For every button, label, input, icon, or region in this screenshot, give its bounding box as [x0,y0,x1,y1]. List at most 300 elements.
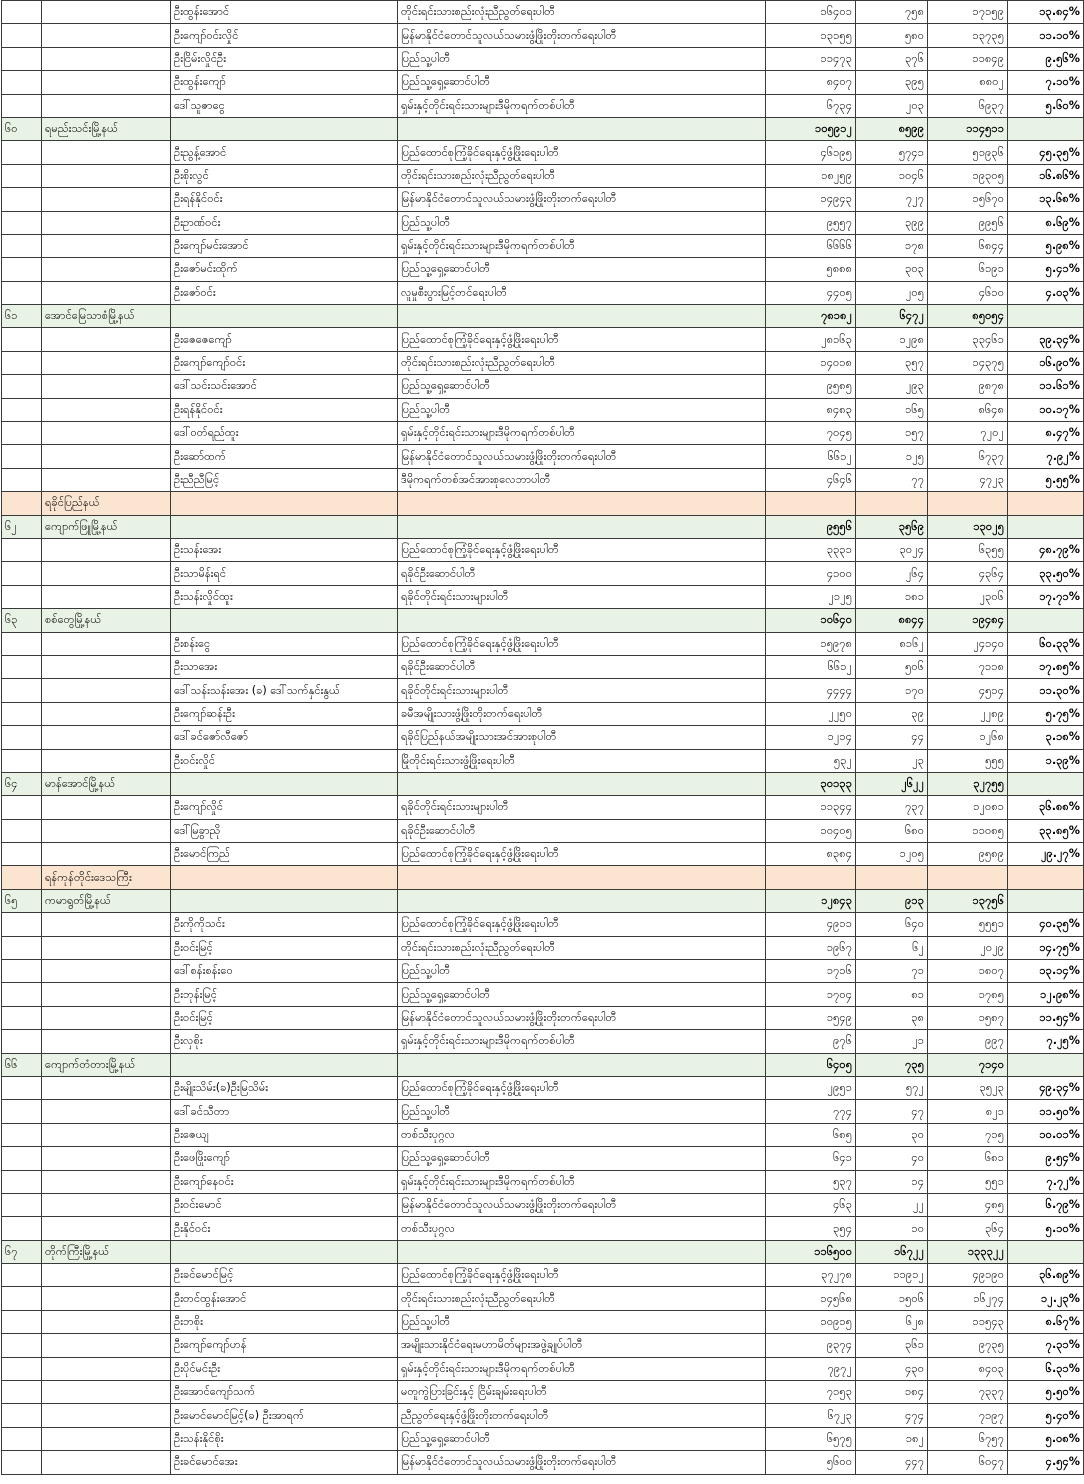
candidate-name-cell: ဦးဇေယျ [171,1123,398,1146]
total-votes-cell: ၁၃၇၅၆ [928,889,1008,912]
advance-votes-cell: ၃၅၇ [856,351,928,374]
total-votes-cell: ၁၆၂၇၄ [928,1287,1008,1310]
constituency-name-cell [42,375,171,398]
percentage-cell: ၁၃.၆၈% [1008,188,1084,211]
percentage-cell: ၈.၆၇% [1008,1310,1084,1333]
percentage-cell: ၆.၇၉% [1008,1193,1084,1216]
constituency-name-cell [42,538,171,561]
candidate-name-cell: ဦးဇေဇေကျော် [171,328,398,351]
percentage-cell: ၃၃.၈၅% [1008,819,1084,842]
party-name-cell: ပြည်ထောင်စုကြံ့ခိုင်ရေးနှင့်ဖွံ့ဖြိုးရေးပါတီ [398,913,766,936]
percentage-cell: ၁၆.၈၆% [1008,164,1084,187]
candidate-row [2,164,1084,187]
constituency-number-cell [2,1170,42,1193]
total-votes-cell: ၁၅၆၇၀ [928,188,1008,211]
percentage-cell: ၁၁.၅၄% [1008,1006,1084,1029]
constituency-name-cell [42,960,171,983]
candidate-row [2,1076,1084,1099]
votes-cell: ၇၁၅၃ [766,1381,856,1404]
party-name-cell: တိုင်းရင်းသားစည်းလုံးညီညွတ်ရေးပါတီ [398,936,766,959]
constituency-name-cell [42,445,171,468]
advance-votes-cell: ၇၃၇ [856,796,928,819]
candidate-row [2,726,1084,749]
constituency-name-cell [42,281,171,304]
candidate-name-cell [171,492,398,515]
advance-votes-cell: ၃၀၂၄ [856,538,928,561]
votes-cell: ၄၆၁၉၅ [766,141,856,164]
total-votes-cell: ၄၈၅ [928,1193,1008,1216]
total-votes-cell: ၆၉၃၇ [928,94,1008,117]
candidate-row [2,258,1084,281]
advance-votes-cell: ၁၂၅ [856,445,928,468]
votes-cell: ၆၇၃၄ [766,94,856,117]
party-name-cell: ပြည်ထောင်စုကြံ့ခိုင်ရေးနှင့်ဖွံ့ဖြိုးရေးပါတီ [398,1076,766,1099]
party-name-cell [398,1240,766,1263]
party-name-cell: ပြည်သူ့ပါတီ [398,47,766,70]
total-votes-cell: ၈၅၀၅၄ [928,305,1008,328]
advance-votes-cell: ၃၉၅ [856,71,928,94]
party-name-cell [398,117,766,140]
percentage-cell: ၁၄.၇၅% [1008,936,1084,959]
advance-votes-cell: ၈၁ [856,983,928,1006]
candidate-row [2,936,1084,959]
advance-votes-cell: ၂၀၅ [856,281,928,304]
percentage-cell: ၇.၁၀% [1008,71,1084,94]
party-name-cell: ပြည်သူ့ပါတီ [398,960,766,983]
candidate-name-cell: ဦးကိုကိုသင်း [171,913,398,936]
constituency-number-cell [2,866,42,889]
candidate-name-cell [171,1053,398,1076]
party-name-cell [398,305,766,328]
advance-votes-cell: ၈၈၄၄ [856,609,928,632]
advance-votes-cell: ၃၀၃ [856,258,928,281]
candidate-name-cell: ဦးငြိမ်းလှိုင်ဦး [171,47,398,70]
party-name-cell: ရခိုင်ပြည်နယ်အမျိုးသားအင်အားစုပါတီ [398,726,766,749]
advance-votes-cell: ၃၉၉ [856,211,928,234]
constituency-name-cell [42,24,171,47]
constituency-name-cell [42,585,171,608]
votes-cell: ၃၅၄ [766,1217,856,1240]
candidate-row [2,960,1084,983]
advance-votes-cell: ၁၂၀၅ [856,843,928,866]
percentage-cell: ၁.၃၉% [1008,749,1084,772]
candidate-row [2,749,1084,772]
percentage-cell: ၆.၃၁% [1008,1357,1084,1380]
constituency-number-cell [2,1427,42,1450]
party-name-cell: ညီညွတ်ရေးနှင့်ဖွံ့ဖြိုးတိုးတက်ရေးပါတီ [398,1404,766,1427]
region-row [2,866,1084,889]
advance-votes-cell: ၁၇၀ [856,679,928,702]
percentage-cell [1008,889,1084,912]
advance-votes-cell: ၇၇ [856,468,928,491]
votes-cell: ၁၈၂၅၉ [766,164,856,187]
votes-cell: ၁၄၅၆၈ [766,1287,856,1310]
party-name-cell: တိုင်းရင်းသားစည်းလုံးညီညွတ်ရေးပါတီ [398,164,766,187]
advance-votes-cell: ၆၈၀ [856,819,928,842]
votes-cell: ၆၇၂၃ [766,1404,856,1427]
candidate-name-cell: ဦးဇော်မင်းထိုက် [171,258,398,281]
votes-cell: ၁၁၃၄၄ [766,796,856,819]
candidate-name-cell: ဦးကျော်ကျော်ဟန် [171,1334,398,1357]
votes-cell: ၂၂၅၀ [766,702,856,725]
votes-cell: ၉၅၈၅ [766,375,856,398]
candidate-name-cell: ဦးခင်မောင်မြင့် [171,1264,398,1287]
election-results-table [1,0,1084,1475]
total-votes-cell: ၁၇၈၅ [928,983,1008,1006]
candidate-name-cell: ဦးဇော်ဝင်း [171,281,398,304]
advance-votes-cell: ၁၀၄၆ [856,164,928,187]
constituency-name-cell [42,328,171,351]
constituency-number-cell [2,1264,42,1287]
total-votes-cell: ၅၅၁ [928,1170,1008,1193]
candidate-name-cell: ဦးသာမိန်းရင် [171,562,398,585]
percentage-cell: ၅.၆၀% [1008,94,1084,117]
percentage-cell: ၁၃.၈၄% [1008,1,1084,24]
advance-votes-cell: ၄၇ [856,1100,928,1123]
candidate-row [2,422,1084,445]
candidate-name-cell: ဦးစိုးလွင် [171,164,398,187]
percentage-cell: ၈.၄၇% [1008,422,1084,445]
votes-cell: ၁၃၁၅၅ [766,24,856,47]
percentage-cell: ၈.၆၉% [1008,211,1084,234]
constituency-name-cell [42,422,171,445]
party-name-cell [398,515,766,538]
votes-cell: ၂၁၂၅ [766,585,856,608]
constituency-number-cell [2,351,42,374]
total-votes-cell: ၉၅၈၉ [928,843,1008,866]
constituency-name-cell [42,258,171,281]
votes-cell: ၁၇၁၆ [766,960,856,983]
advance-votes-cell: ၃၇၆ [856,47,928,70]
percentage-cell: ၅.၄၀% [1008,1404,1084,1427]
party-name-cell: ရှမ်းနှင့်တိုင်းရင်းသားများဒီမိုကရက်တစ်ပါတီ [398,1030,766,1053]
candidate-row [2,913,1084,936]
candidate-name-cell: ဒေါ်ခင်ဇော်လီဇော် [171,726,398,749]
advance-votes-cell: ၇၁ [856,960,928,983]
votes-cell: ၈၄၈၃ [766,398,856,421]
advance-votes-cell: ၃၉ [856,702,928,725]
votes-cell: ၁၉၆၇ [766,936,856,959]
total-votes-cell: ၁၃၀၂၅ [928,515,1008,538]
candidate-row [2,983,1084,1006]
constituency-name-cell [42,1170,171,1193]
party-name-cell: ပြည်သူ့ပါတီ [398,398,766,421]
total-votes-cell: ၇၁၁၈ [928,655,1008,678]
votes-cell: ၉၅၅၆ [766,515,856,538]
total-votes-cell: ၁၁၅၄၃ [928,1310,1008,1333]
constituency-number-cell [2,47,42,70]
constituency-name-cell [42,1310,171,1333]
votes-cell: ၁၁၄၇၃ [766,47,856,70]
total-votes-cell: ၇၁၉၇ [928,1404,1008,1427]
constituency-number-cell [2,913,42,936]
percentage-cell: ၁၀.၀၁% [1008,1123,1084,1146]
candidate-name-cell: ဦးဝင်းမြင့် [171,1006,398,1029]
candidate-name-cell: ဦးကျော်ဆန်းဦး [171,702,398,725]
candidate-row [2,585,1084,608]
constituency-row [2,889,1084,912]
votes-cell: ၆၆၁၂ [766,655,856,678]
constituency-number-cell [2,1357,42,1380]
votes-cell: ၁၆၄၀၁ [766,1,856,24]
candidate-name-cell: ဒေါ်ခင်သီတာ [171,1100,398,1123]
constituency-number-cell [2,24,42,47]
percentage-cell: ၅.၅၀% [1008,1381,1084,1404]
total-votes-cell: ၁၁၈၄၉ [928,47,1008,70]
advance-votes-cell: ၆၄၇၂ [856,305,928,328]
percentage-cell: ၇.၃၁% [1008,1334,1084,1357]
candidate-row [2,351,1084,374]
advance-votes-cell: ၆၂၈ [856,1310,928,1333]
votes-cell [766,866,856,889]
total-votes-cell: ၂၀၂၉ [928,936,1008,959]
advance-votes-cell: ၁၆၅ [856,398,928,421]
candidate-name-cell [171,866,398,889]
candidate-name-cell: ဦးဖေဖြိုးကျော် [171,1147,398,1170]
party-name-cell: တစ်သီးပုဂ္ဂလ [398,1123,766,1146]
candidate-row [2,1264,1084,1287]
party-name-cell: ရှမ်းနှင့်တိုင်းရင်းသားများဒီမိုကရက်တစ်ပါတီ [398,234,766,257]
votes-cell: ၅၃၂ [766,749,856,772]
votes-cell: ၈၃၈၄ [766,843,856,866]
party-name-cell: ပြည်သူ့ရှေ့ဆောင်ပါတီ [398,375,766,398]
percentage-cell: ၁၂.၉၈% [1008,983,1084,1006]
party-name-cell [398,866,766,889]
constituency-number-cell [2,983,42,1006]
percentage-cell [1008,772,1084,795]
percentage-cell: ၇.၂၅% [1008,1030,1084,1053]
total-votes-cell: ၁၁၄၅၁၁ [928,117,1008,140]
advance-votes-cell: ၁၅၀၆ [856,1287,928,1310]
constituency-number-cell: ၆၇ [2,1240,42,1263]
advance-votes-cell: ၁၈၄ [856,1381,928,1404]
votes-cell: ၃၇၂၇၈ [766,1264,856,1287]
total-votes-cell [928,866,1008,889]
votes-cell: ၆၅၇၅ [766,1427,856,1450]
party-name-cell: မတူကွဲပြားခြင်းနှင့် ငြိမ်းချမ်းရေးပါတီ [398,1381,766,1404]
constituency-number-cell [2,422,42,445]
constituency-name-cell: ကျောက်တံတားမြို့နယ် [42,1053,171,1076]
constituency-name-cell [42,1076,171,1099]
constituency-name-cell [42,936,171,959]
constituency-row [2,305,1084,328]
constituency-number-cell [2,960,42,983]
advance-votes-cell: ၃၆၁ [856,1334,928,1357]
total-votes-cell: ၇၁၅ [928,1123,1008,1146]
votes-cell: ၄၆၄၆ [766,468,856,491]
constituency-number-cell [2,258,42,281]
candidate-row [2,24,1084,47]
constituency-number-cell [2,585,42,608]
advance-votes-cell: ၈၅၉၉ [856,117,928,140]
constituency-number-cell [2,1334,42,1357]
candidate-name-cell: ဦးအောင်ကျော်သက် [171,1381,398,1404]
constituency-name-cell [42,1287,171,1310]
constituency-number-cell: ၆၆ [2,1053,42,1076]
advance-votes-cell [856,866,928,889]
advance-votes-cell: ၇၃၅ [856,1053,928,1076]
advance-votes-cell: ၃၈ [856,1006,928,1029]
votes-cell: ၄၉၁၁ [766,913,856,936]
total-votes-cell: ၁၂၀၈၁ [928,796,1008,819]
votes-cell: ၁၁၆၅၀၀ [766,1240,856,1263]
candidate-name-cell: ဦးကျော်လှိုင် [171,796,398,819]
votes-cell: ၁၅၄၉ [766,1006,856,1029]
total-votes-cell: ၇၁၄၀ [928,1053,1008,1076]
votes-cell: ၈၄၀၇ [766,71,856,94]
advance-votes-cell: ၂၆၂၂ [856,772,928,795]
candidate-row [2,679,1084,702]
party-name-cell [398,1053,766,1076]
constituency-number-cell [2,1287,42,1310]
constituency-number-cell [2,1310,42,1333]
advance-votes-cell: ၃၀ [856,1123,928,1146]
constituency-number-cell [2,702,42,725]
party-name-cell: ရှမ်းနှင့်တိုင်းရင်းသားများဒီမိုကရက်တစ်ပါတီ [398,1357,766,1380]
results-body [2,1,1084,1475]
advance-votes-cell: ၉၁၃ [856,889,928,912]
percentage-cell: ၂၉.၂၇% [1008,843,1084,866]
party-name-cell: ပြည်ထောင်စုကြံ့ခိုင်ရေးနှင့်ဖွံ့ဖြိုးရေးပါတီ [398,632,766,655]
advance-votes-cell: ၁၀ [856,1217,928,1240]
candidate-name-cell: ဦးသန်းအေး [171,538,398,561]
advance-votes-cell: ၂၂ [856,1193,928,1216]
advance-votes-cell: ၄၄၇ [856,1451,928,1474]
total-votes-cell: ၄၆၁၀ [928,281,1008,304]
constituency-name-cell [42,141,171,164]
party-name-cell: ရခိုင်တိုင်းရင်းသားများပါတီ [398,796,766,819]
votes-cell [766,492,856,515]
advance-votes-cell: ၅၈၀ [856,24,928,47]
candidate-name-cell: ဒေါ်သန်းသန်းအေး (ခ) ဒေါ်သက်နှင်းနွယ် [171,679,398,702]
total-votes-cell: ၉၈၇၈ [928,375,1008,398]
candidate-name-cell: ဦးသန်းနိုင်စိုး [171,1427,398,1450]
party-name-cell [398,492,766,515]
constituency-name-cell [42,1404,171,1427]
candidate-row [2,1100,1084,1123]
candidate-name-cell: ဦးကျော်ကျော်ဝင်း [171,351,398,374]
votes-cell: ၄၄၄၄ [766,679,856,702]
advance-votes-cell: ၅၇၂ [856,1076,928,1099]
constituency-name-cell: ကမာရွတ်မြို့နယ် [42,889,171,912]
party-name-cell: တိုင်းရင်းသားစည်းလုံးညီညွတ်ရေးပါတီ [398,1287,766,1310]
votes-cell: ၁၄၀၁၈ [766,351,856,374]
constituency-number-cell [2,1,42,24]
candidate-row [2,141,1084,164]
constituency-row [2,515,1084,538]
advance-votes-cell: ၁၈၁ [856,585,928,608]
candidate-row [2,632,1084,655]
candidate-name-cell: ဦးညီညီမြင့် [171,468,398,491]
total-votes-cell: ၇၂၀၂ [928,422,1008,445]
candidate-name-cell [171,117,398,140]
constituency-name-cell [42,1334,171,1357]
advance-votes-cell: ၁၁၉၁၂ [856,1264,928,1287]
advance-votes-cell: ၂၀၃ [856,94,928,117]
constituency-name-cell: အောင်မြေသာစံမြို့နယ် [42,305,171,328]
percentage-cell: ၃၆.၈၉% [1008,1264,1084,1287]
total-votes-cell: ၉၉၅၆ [928,211,1008,234]
constituency-number-cell [2,1100,42,1123]
party-name-cell: မြန်မာနိုင်ငံတောင်သူလယ်သမားဖွံ့ဖြိုးတိုးတက်ရေးပါတီ [398,1006,766,1029]
percentage-cell: ၁၁.၅၀% [1008,1100,1084,1123]
percentage-cell: ၅.၄၁% [1008,258,1084,281]
constituency-number-cell: ၆၁ [2,305,42,328]
total-votes-cell: ၃၃၄၆၁ [928,328,1008,351]
total-votes-cell: ၈၄၀၃ [928,1357,1008,1380]
party-name-cell: ပြည်ထောင်စုကြံ့ခိုင်ရေးနှင့်ဖွံ့ဖြိုးရေးပါတီ [398,141,766,164]
candidate-name-cell [171,1240,398,1263]
candidate-row [2,1030,1084,1053]
party-name-cell: ပြည်သူ့ရှေ့ဆောင်ပါတီ [398,983,766,1006]
constituency-name-cell: ကျောက်ဖြူမြို့နယ် [42,515,171,538]
percentage-cell: ၁၁.၃၀% [1008,679,1084,702]
party-name-cell: ပြည်ထောင်စုကြံ့ခိုင်ရေးနှင့်ဖွံ့ဖြိုးရေးပါတီ [398,538,766,561]
votes-cell: ၉၃၇၄ [766,1334,856,1357]
party-name-cell: တစ်သီးပုဂ္ဂလ [398,1217,766,1240]
constituency-name-cell [42,1381,171,1404]
candidate-name-cell: ဦးခင်မောင်အေး [171,1451,398,1474]
constituency-name-cell [42,632,171,655]
percentage-cell: ၄၀.၃၅% [1008,913,1084,936]
candidate-row [2,1310,1084,1333]
percentage-cell: ၁၁.၁၀% [1008,24,1084,47]
constituency-name-cell [42,351,171,374]
candidate-row [2,1147,1084,1170]
constituency-name-cell: တိုက်ကြီးမြို့နယ် [42,1240,171,1263]
total-votes-cell: ၄၇၂၃ [928,468,1008,491]
total-votes-cell: ၁၈၀၇ [928,960,1008,983]
candidate-name-cell: ဦးကျော်နေဝင်း [171,1170,398,1193]
candidate-row [2,1451,1084,1474]
total-votes-cell: ၈၈၀၂ [928,71,1008,94]
constituency-row [2,772,1084,795]
votes-cell: ၁၀၉၁၅ [766,1310,856,1333]
constituency-name-cell [42,843,171,866]
percentage-cell: ၉.၅၄% [1008,1147,1084,1170]
total-votes-cell: ၉၉၇ [928,1030,1008,1053]
constituency-number-cell [2,188,42,211]
total-votes-cell: ၆၃၅၅ [928,538,1008,561]
candidate-row [2,843,1084,866]
advance-votes-cell: ၅၀၆ [856,655,928,678]
votes-cell: ၆၄၀၅ [766,1053,856,1076]
party-name-cell: မြန်မာနိုင်ငံတောင်သူလယ်သမားဖွံ့ဖြိုးတိုးတက်ရေးပါတီ [398,445,766,468]
party-name-cell: ရခိုင်ဦးဆောင်ပါတီ [398,819,766,842]
candidate-name-cell: ဦးလှစိုး [171,1030,398,1053]
total-votes-cell: ၅၅၅ [928,749,1008,772]
constituency-name-cell [42,1030,171,1053]
constituency-name-cell [42,94,171,117]
constituency-number-cell [2,749,42,772]
advance-votes-cell: ၁၈၂ [856,1427,928,1450]
percentage-cell: ၇.၇၂% [1008,1170,1084,1193]
advance-votes-cell: ၂၁ [856,1030,928,1053]
party-name-cell: ပြည်ထောင်စုကြံ့ခိုင်ရေးနှင့်ဖွံ့ဖြိုးရေးပါတီ [398,843,766,866]
constituency-name-cell [42,983,171,1006]
candidate-row [2,1287,1084,1310]
constituency-number-cell [2,726,42,749]
votes-cell: ၆၆၁၂ [766,445,856,468]
constituency-name-cell: စစ်တွေမြို့နယ် [42,609,171,632]
total-votes-cell: ၉၇၃၅ [928,1334,1008,1357]
total-votes-cell: ၁၉၄၈၄ [928,609,1008,632]
constituency-name-cell [42,913,171,936]
constituency-number-cell [2,164,42,187]
constituency-number-cell [2,562,42,585]
candidate-name-cell [171,515,398,538]
party-name-cell: ရခိုင်တိုင်းရင်းသားများပါတီ [398,679,766,702]
